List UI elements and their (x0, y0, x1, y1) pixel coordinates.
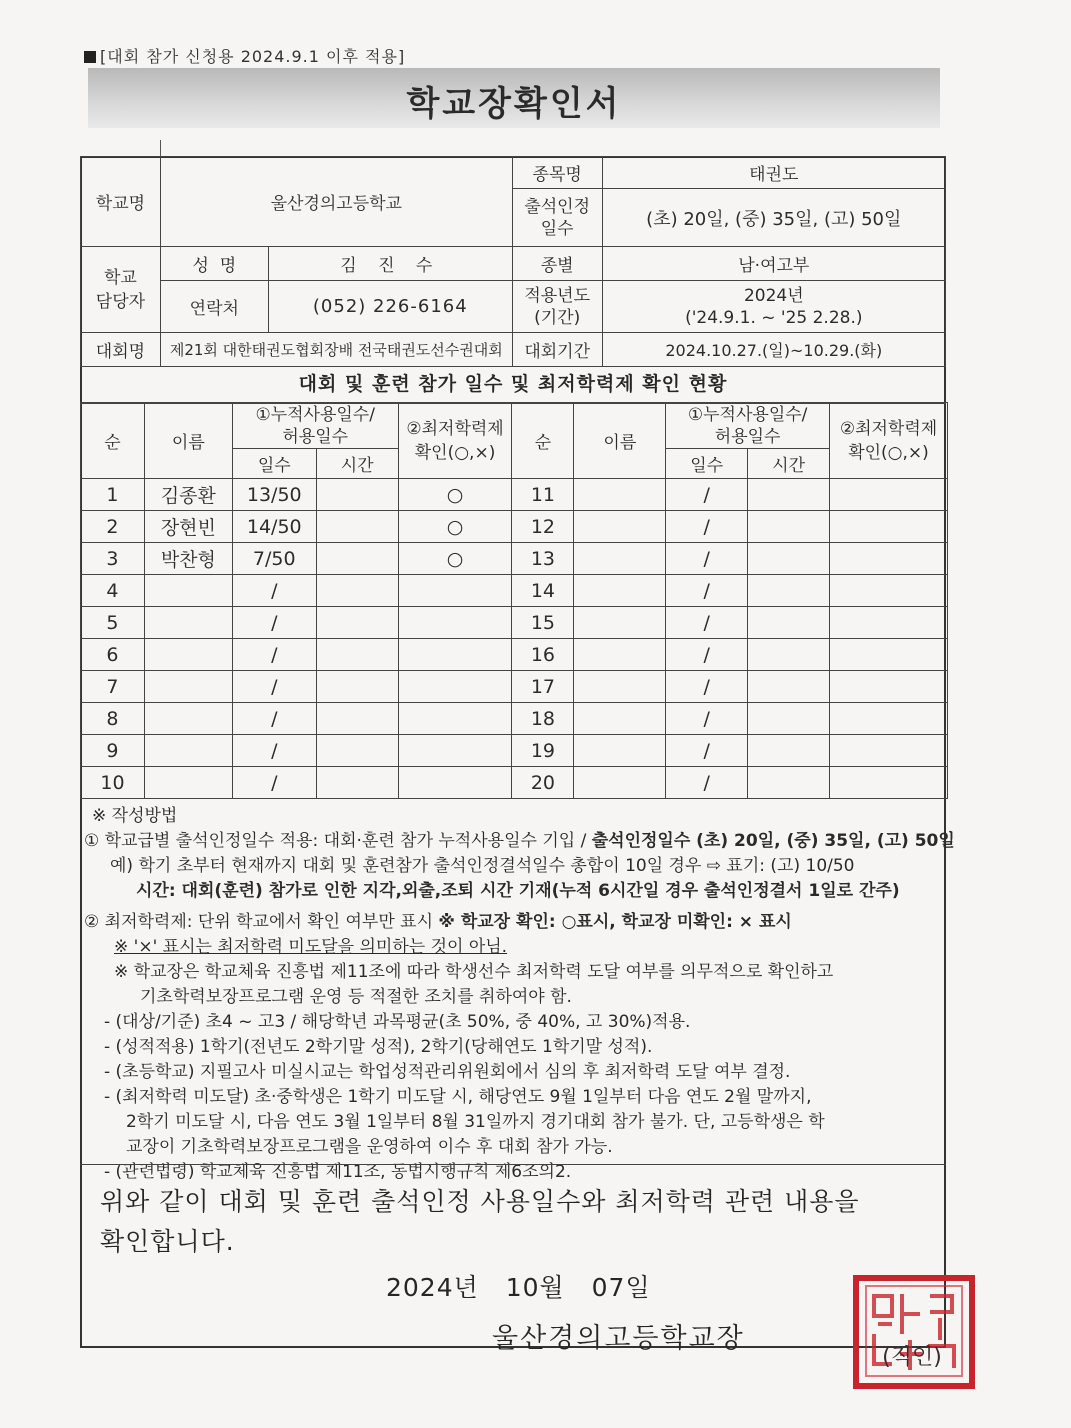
year-cell (602, 281, 945, 333)
student-name-cell (144, 607, 232, 639)
seq-cell: 2 (81, 511, 145, 543)
hours-cell (748, 543, 830, 575)
days-cell: / (666, 575, 748, 607)
seq-cell: 20 (512, 767, 574, 799)
academic-check-cell (830, 735, 948, 767)
student-name-cell (144, 575, 232, 607)
hours-cell (748, 479, 830, 511)
seq-cell: 12 (512, 511, 574, 543)
student-name-cell: 박찬형 (144, 543, 232, 575)
academic-check-cell (398, 767, 512, 799)
contact-value: (052) 226-6164 (268, 281, 512, 333)
note-1-example: 예) 학기 초부터 현재까지 대회 및 훈련참가 출석인정결석일수 총합이 10일 경우 ⇨ 표기: (고) 10/50 (110, 856, 855, 876)
seq-cell: 19 (512, 735, 574, 767)
days-cell: / (232, 575, 316, 607)
hours-cell (748, 735, 830, 767)
academic-check-cell (398, 575, 512, 607)
instructions (84, 804, 955, 1185)
note-2: ② 최저학력제: 단위 학교에서 확인 여부만 표시 ※ 학교장 확인: ○표시, 학교장 미확인: × 표시 (84, 912, 792, 932)
period-label: 대회기간 (512, 333, 602, 367)
student-name-cell (574, 639, 666, 671)
academic-check-cell (830, 671, 948, 703)
cumulative-header: ①누적사용일수/ 허용일수 (666, 403, 830, 449)
academic-check-cell (398, 639, 512, 671)
days-cell: / (666, 511, 748, 543)
seq-cell: 4 (81, 575, 145, 607)
competition-value: 제21회 대한태권도협회장배 전국태권도선수권대회 (160, 333, 512, 367)
student-name-cell (144, 639, 232, 671)
days-cell: / (666, 479, 748, 511)
hours-header: 시간 (748, 449, 830, 479)
document-title: 학교장확인서 (406, 84, 622, 124)
min-academic-header: ②최저학력제 확인(○,×) (398, 403, 512, 479)
student-name-cell (144, 735, 232, 767)
attendance-value: (초) 20일, (중) 35일, (고) 50일 (602, 189, 945, 247)
days-cell: / (666, 703, 748, 735)
square-bullet-icon (84, 51, 96, 63)
academic-check-cell (398, 607, 512, 639)
participation-table (80, 402, 948, 799)
seq-cell: 13 (512, 543, 574, 575)
detail-below-standard-2: 2학기 미도달 시, 다음 연도 3월 1일부터 8월 31일까지 경기대회 참가 불가. 단, 고등학생은 학 (126, 1112, 825, 1132)
days-cell: / (666, 639, 748, 671)
seq-header: 순 (81, 403, 145, 479)
student-name-cell (144, 767, 232, 799)
seq-cell: 3 (81, 543, 145, 575)
academic-check-cell (830, 767, 948, 799)
table-row (81, 703, 948, 735)
table-row (81, 735, 948, 767)
seq-cell: 5 (81, 607, 145, 639)
seq-cell: 17 (512, 671, 574, 703)
confirmation-text (100, 1182, 940, 1262)
student-name-cell (574, 511, 666, 543)
days-cell: / (232, 767, 316, 799)
days-cell: / (232, 735, 316, 767)
days-cell: / (666, 671, 748, 703)
hours-header: 시간 (316, 449, 398, 479)
hours-cell (316, 543, 398, 575)
name-value: 김 진 수 (268, 247, 512, 281)
student-name-cell (574, 575, 666, 607)
days-cell: 14/50 (232, 511, 316, 543)
competition-label: 대회명 (81, 333, 161, 367)
seq-cell: 16 (512, 639, 574, 671)
hours-cell (316, 671, 398, 703)
days-cell: / (232, 671, 316, 703)
days-cell: 13/50 (232, 479, 316, 511)
academic-check-cell (830, 607, 948, 639)
academic-check-cell (830, 543, 948, 575)
title-bar (88, 68, 940, 128)
note-2-principal-cont: 기초학력보장프로그램 운영 등 적절한 조치를 취하여야 함. (140, 987, 572, 1007)
student-name-cell (574, 671, 666, 703)
year-value: 2024년 (743, 285, 804, 306)
note-2-principal: ※ 학교장은 학교체육 진흥법 제11조에 따라 학생선수 최저학력 도달 여부를 의무적으로 확인하고 (114, 962, 834, 982)
note-1: ① 학교급별 출석인정일수 적용: 대회·훈련 참가 누적사용일수 기입 / 출석인정일수 (초) 20일, (중) 35일, (고) 50일 (84, 831, 955, 851)
hours-cell (316, 511, 398, 543)
detail-below-standard-3: 교장이 기초학력보장프로그램을 운영하여 이수 후 대회 참가 가능. (126, 1137, 613, 1157)
hours-cell (316, 575, 398, 607)
days-cell: / (666, 543, 748, 575)
seq-cell: 1 (81, 479, 145, 511)
detail-elementary: - (초등학교) 지필고사 미실시교는 학업성적관리위원회에서 심의 후 최저학력 도달 여부 결정. (104, 1062, 791, 1082)
form-type-label: [대회 참가 신청용 2024.9.1 이후 적용] (84, 44, 405, 67)
hours-cell (316, 607, 398, 639)
note-1-time: 시간: 대회(훈련) 참가로 인한 지각,외출,조퇴 시간 기재(누적 6시간일 경우 출석인정결서 1일로 간주) (136, 881, 900, 901)
academic-check-cell (830, 479, 948, 511)
academic-check-cell (830, 575, 948, 607)
manager-label: 학교 담당자 (81, 247, 161, 333)
student-name-cell (144, 703, 232, 735)
event-label: 종목명 (512, 157, 602, 189)
seq-cell: 15 (512, 607, 574, 639)
student-name-cell (574, 607, 666, 639)
academic-check-cell (830, 703, 948, 735)
seq-cell: 8 (81, 703, 145, 735)
detail-law: - (관련법령) 학교체육 진흥법 제11조, 동법시행규칙 제6조의2. (104, 1162, 572, 1182)
seq-cell: 14 (512, 575, 574, 607)
seq-header: 순 (512, 403, 574, 479)
days-cell: / (232, 607, 316, 639)
student-name-cell: 장현빈 (144, 511, 232, 543)
section-title: 대회 및 훈련 참가 일수 및 최저학력제 확인 현황 (80, 366, 946, 404)
hours-cell (748, 575, 830, 607)
student-name-cell (574, 703, 666, 735)
student-name-cell (574, 543, 666, 575)
info-table (80, 156, 946, 367)
hours-cell (316, 639, 398, 671)
academic-check-cell (830, 511, 948, 543)
cumulative-header: ①누적사용일수/ 허용일수 (232, 403, 398, 449)
detail-target: - (대상/기준) 초4 ~ 고3 / 해당학년 과목평균(초 50%, 중 40%, 고 30%)적용. (104, 1012, 691, 1032)
academic-check-cell (398, 735, 512, 767)
principal-signature: 울산경의고등학교장 (492, 1323, 745, 1354)
table-row (81, 607, 948, 639)
school-label: 학교명 (81, 157, 161, 247)
student-name-cell (574, 767, 666, 799)
name-label: 성 명 (160, 247, 268, 281)
class-label: 종별 (512, 247, 602, 281)
hours-cell (748, 607, 830, 639)
days-cell: / (666, 607, 748, 639)
academic-check-cell: ○ (398, 479, 512, 511)
attendance-label: 출석인정 일수 (512, 189, 602, 247)
table-row (81, 543, 948, 575)
name-header: 이름 (144, 403, 232, 479)
table-row (81, 767, 948, 799)
seq-cell: 10 (81, 767, 145, 799)
notes-heading: ※ 작성방법 (92, 806, 178, 826)
name-header: 이름 (574, 403, 666, 479)
table-row (81, 671, 948, 703)
detail-grades: - (성적적용) 1학기(전년도 2학기말 성적), 2학기(당해연도 1학기말 성적). (104, 1037, 653, 1057)
min-academic-header: ②최저학력제 확인(○,×) (830, 403, 948, 479)
note-2-x-meaning: ※ '×' 표시는 최저학력 미도달을 의미하는 것이 아님. (114, 937, 508, 957)
days-cell: / (232, 703, 316, 735)
days-cell: / (666, 735, 748, 767)
period-value: 2024.10.27.(일)~10.29.(화) (602, 333, 945, 367)
student-name-cell: 김종환 (144, 479, 232, 511)
academic-check-cell: ○ (398, 543, 512, 575)
academic-check-cell (398, 703, 512, 735)
school-value: 울산경의고등학교 (160, 157, 512, 247)
divider (80, 1164, 946, 1165)
hours-cell (316, 735, 398, 767)
table-row (81, 639, 948, 671)
academic-check-cell: ○ (398, 511, 512, 543)
seq-cell: 6 (81, 639, 145, 671)
year-period: ('24.9.1. ~ '25 2.28.) (685, 307, 863, 328)
seq-cell: 7 (81, 671, 145, 703)
hours-cell (316, 703, 398, 735)
confirmation-line-2: 확인합니다. (100, 1227, 235, 1256)
contact-label: 연락처 (160, 281, 268, 333)
issue-date: 2024년 10월 07일 (386, 1273, 651, 1302)
days-cell: / (666, 767, 748, 799)
student-name-cell (144, 671, 232, 703)
hours-cell (748, 639, 830, 671)
hours-cell (316, 767, 398, 799)
table-row (81, 511, 948, 543)
student-name-cell (574, 479, 666, 511)
official-seal-icon (852, 1274, 976, 1390)
class-value: 남·여고부 (602, 247, 945, 281)
confirmation-line-1: 위와 같이 대회 및 훈련 출석인정 사용일수와 최저학력 관련 내용을 (100, 1187, 860, 1216)
seq-cell: 18 (512, 703, 574, 735)
table-row (81, 479, 948, 511)
days-header: 일수 (666, 449, 748, 479)
year-label: 적용년도 (기간) (512, 281, 602, 333)
hours-cell (748, 511, 830, 543)
academic-check-cell (830, 639, 948, 671)
hours-cell (748, 767, 830, 799)
student-name-cell (574, 735, 666, 767)
event-value: 태권도 (602, 157, 945, 189)
hours-cell (748, 671, 830, 703)
seq-cell: 11 (512, 479, 574, 511)
participation-rows (81, 479, 948, 799)
days-cell: / (232, 639, 316, 671)
detail-below-standard: - (최저학력 미도달) 초·중학생은 1학기 미도달 시, 해당연도 9월 1일부터 다음 연도 2월 말까지, (104, 1087, 812, 1107)
hours-cell (748, 703, 830, 735)
days-header: 일수 (232, 449, 316, 479)
academic-check-cell (398, 671, 512, 703)
hours-cell (316, 479, 398, 511)
table-row (81, 575, 948, 607)
seq-cell: 9 (81, 735, 145, 767)
seal-text: (직인) (882, 1345, 942, 1370)
days-cell: 7/50 (232, 543, 316, 575)
